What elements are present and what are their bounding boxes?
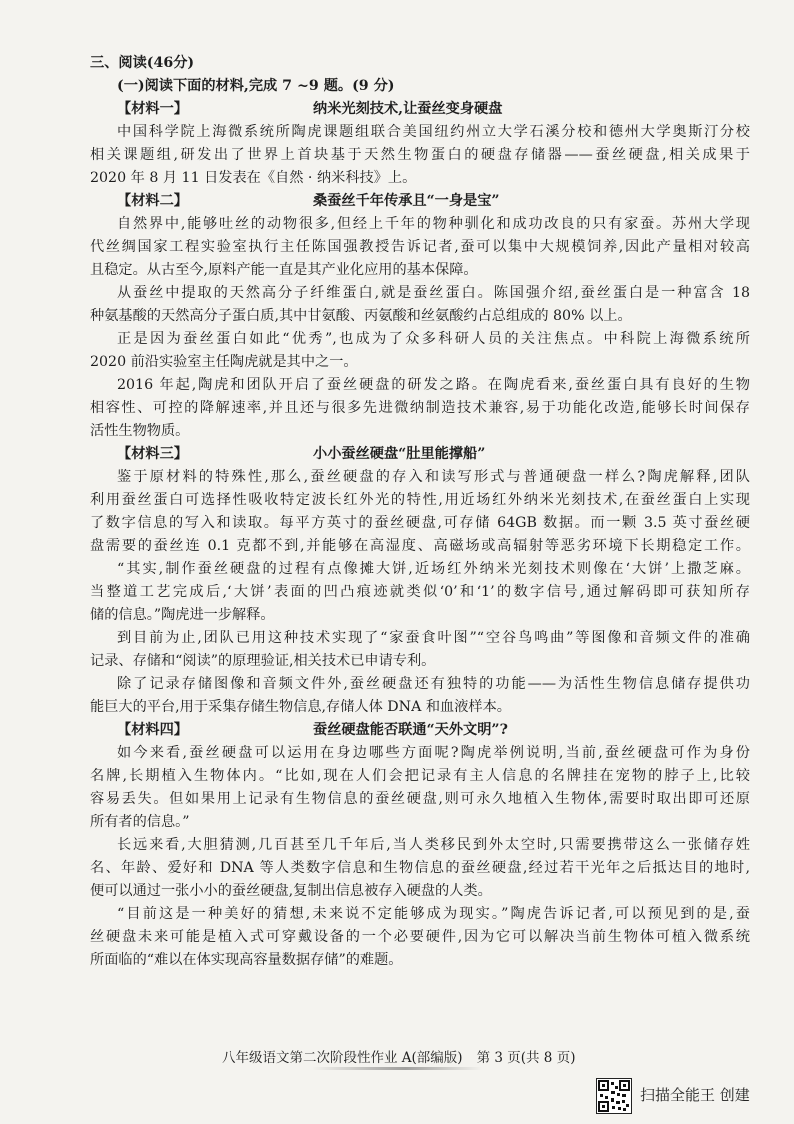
paragraph-line: “其实,制作蚕丝硬盘的过程有点像摊大饼,近场红外纳米光刻技术则像在‘大饼’上撒芝麻。 [117,561,750,577]
material2-heading [117,190,750,213]
paragraph-line: 利用蚕丝蛋白可选择性吸收特定波长红外光的特性,用近场红外纳米光刻技术,在蚕丝蛋白上实现 [90,492,750,508]
footer-exam-name: 八年级语文第二次阶段性作业 A(部编版) [222,1050,463,1066]
paragraph-line: 长远来看,大胆猜测,几百甚至几千年后,当人类移民到外太空时,只需要携带这么一张储存姓 [117,837,750,853]
material2-tag: 【材料二】 [117,193,188,209]
material3-title: 小小蚕丝硬盘“肚里能撑船” [313,446,486,462]
material1-heading [117,98,750,121]
paragraph-line: 2016 年起,陶虎和团队开启了蚕丝硬盘的研发之路。在陶虎看来,蚕丝蛋白具有良好的生物 [117,377,750,393]
paragraph-line: 2020 年 8 月 11 日发表在《自然 · 纳米科技》上。 [90,170,417,186]
page-footer [222,1048,575,1068]
paragraph-line: 且稳定。从古至今,原料产能一直是其产业化应用的基本保障。 [90,262,478,278]
material3-tag: 【材料三】 [117,446,188,462]
paragraph-line: 中国科学院上海微系统所陶虎课题组联合美国纽约州立大学石溪分校和德州大学奥斯汀分校 [117,124,750,140]
material3-heading [117,443,750,466]
paragraph-line: 活性生物物质。 [90,423,190,439]
material1-tag: 【材料一】 [117,101,188,117]
paragraph-line: 如今来看,蚕丝硬盘可以运用在身边哪些方面呢?陶虎举例说明,当前,蚕丝硬盘可作为身份 [117,745,750,761]
paragraph-line: 当整道工艺完成后,‘大饼’表面的凹凸痕迹就类似‘0’和‘1’的数字信号,通过解码即可获知所存 [90,584,750,600]
footer-page-number: 第 3 页(共 8 页) [476,1050,576,1066]
material4-title: 蚕丝硬盘能否联通“天外文明”? [313,722,508,738]
paragraph-line: 相关课题组,研发出了世界上首块基于天然生物蛋白的硬盘存储器——蚕丝硬盘,相关成果于 [90,147,750,163]
paragraph-line: 鉴于原材料的特殊性,那么,蚕丝硬盘的存入和读写形式与普通硬盘一样么?陶虎解释,团队 [117,469,750,485]
material1-title: 纳米光刻技术,让蚕丝变身硬盘 [313,101,503,117]
paragraph-line: 丝硬盘未来可能是植入式可穿戴设备的一个必要硬件,因为它可以解决当前生物体可植入微系统 [90,929,750,945]
paragraph-line: 种氨基酸的天然高分子蛋白质,其中甘氨酸、丙氨酸和丝氨酸约占总组成的 80% 以上。 [90,308,632,324]
sub-heading: (一)阅读下面的材料,完成 7 ~9 题。(9 分) [117,78,395,94]
paragraph-line: 名牌,长期植入生物体内。“比如,现在人们会把记录有主人信息的名牌挂在宠物的脖子上,比较 [90,768,750,784]
qr-code-icon [596,1078,632,1114]
paragraph-line: “目前这是一种美好的猜想,未来说不定能够成为现实。”陶虎告诉记者,可以预见到的是,蚕 [117,906,750,922]
paragraph-line: 记录、存储和“阅读”的原理验证,相关技术已申请专利。 [90,653,436,669]
paragraph-line: 盘需要的蚕丝连 0.1 克都不到,并能够在高湿度、高磁场或高辐射等恶劣环境下长期稳定工作。 [90,538,750,554]
paragraph-line: 所面临的“难以在体实现高容量数据存储”的难题。 [90,952,403,968]
section-heading: 三、阅读(46分) [90,55,195,71]
scanner-watermark-label: 扫描全能王 创建 [640,1086,750,1104]
paragraph-line: 除了记录存储图像和音频文件外,蚕丝硬盘还有独特的功能——为活性生物信息储存提供功 [117,676,750,692]
paragraph-line: 2020 前沿实验室主任陶虎就是其中之一。 [90,354,358,370]
material4-heading [117,719,750,742]
paragraph-line: 到目前为止,团队已用这种技术实现了“家蚕食叶图”“空谷鸟鸣曲”等图像和音频文件的准确 [117,630,750,646]
paragraph-line: 容易丢失。但如果用上记录有生物信息的蚕丝硬盘,则可永久地植入生物体,需要时取出即可还原 [90,791,750,807]
material2-title: 桑蚕丝千年传承且“一身是宝” [313,193,500,209]
paragraph-line: 代丝绸国家工程实验室执行主任陈国强教授告诉记者,蚕可以集中大规模饲养,因此产量相对较高 [90,239,750,255]
paragraph-line: 名、年龄、爱好和 DNA 等人类数字信息和生物信息的蚕丝硬盘,经过若干光年之后抵达目的地时, [90,860,750,876]
paragraph-line: 从蚕丝中提取的天然高分子纤维蛋白,就是蚕丝蛋白。陈国强介绍,蚕丝蛋白是一种富含 18 [117,285,750,301]
paragraph-line: 能巨大的平台,用于采集存储生物信息,存储人体 DNA 和血液样本。 [90,699,511,715]
paragraph-line: 自然界中,能够吐丝的动物很多,但经上千年的物种驯化和成功改良的只有家蚕。苏州大学现 [117,216,750,232]
material4-tag: 【材料四】 [117,722,188,738]
scan-smudge [312,1067,482,1070]
paragraph-line: 相容性、可控的降解速率,并且还与很多先进微纳制造技术兼容,易于功能化改造,能够长时间保存 [90,400,750,416]
paragraph-line: 储的信息。”陶虎进一步解释。 [90,607,275,623]
paragraph-line: 正是因为蚕丝蛋白如此“优秀”,也成为了众多科研人员的关注焦点。中科院上海微系统所 [117,331,750,347]
paragraph-line: 所有者的信息。” [90,814,190,830]
paragraph-line: 了数字信息的写入和读取。每平方英寸的蚕丝硬盘,可存储 64GB 数据。而一颗 3.5 英寸蚕丝硬 [90,515,750,531]
paragraph-line: 便可以通过一张小小的蚕丝硬盘,复制出信息被存入硬盘的人类。 [90,883,492,899]
